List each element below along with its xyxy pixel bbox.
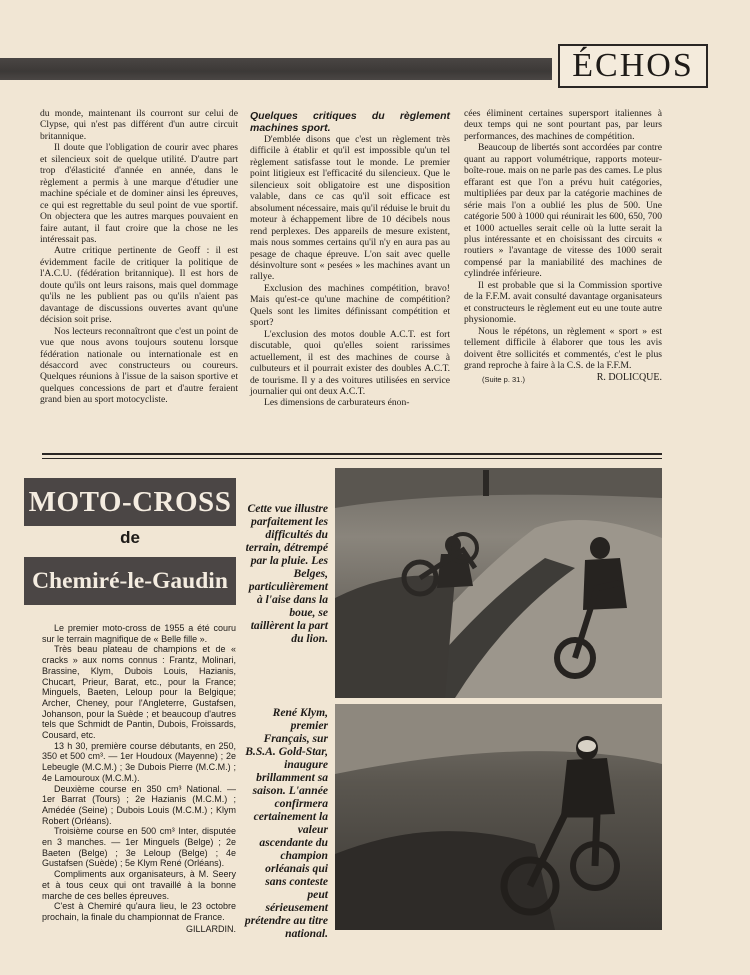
section-title-box xyxy=(558,44,708,88)
paragraph: C'est à Chemiré qu'aura lieu, le 23 octobre prochain, la finale du championnat de France. xyxy=(42,901,236,922)
byline xyxy=(464,372,662,383)
paragraph: Compliments aux organisateurs, à M. Seery et à tous ceux qui ont travaillé à la bonne marche de ces belles épreuves. xyxy=(42,869,236,901)
paragraph: L'exclusion des motos double A.C.T. est fort discutable, quoi qu'elles soient rarissimes actuellement, il est des machines de course à culbuteurs et il pourrait exister des doubles A.C.T. de tourisme. Il y a des voitures utilisées en service journalier qui ont deux A.C.T. xyxy=(250,328,450,397)
motocross-photo-mud xyxy=(335,468,662,698)
paragraph: Nous le répétons, un règlement « sport » est tellement difficile à élaborer que tous les avis doivent être sollicités et commentés, c'est le plus grand reproche à faire à la C.S. de la F.F.M. xyxy=(464,325,662,371)
article-column-2 xyxy=(250,110,450,409)
article-title-line-1: MOTO-CROSS xyxy=(24,478,236,526)
photo-illustration-2 xyxy=(335,704,662,930)
author-signature: R. DOLICQUE. xyxy=(596,372,662,384)
motocross-photo-klym xyxy=(335,704,662,930)
paragraph: Les dimensions de carburateurs énon- xyxy=(264,397,410,409)
paragraph: du monde, maintenant ils courront sur celui de Clypse, qui n'est pas différent d'un autre circuit britannique. xyxy=(40,108,238,142)
paragraph: Très beau plateau de champions et de « cracks » aux noms connus : Frantz, Molinari, Brassine, Klym, Dubois Louis, Hazianis, Chucart, Prieur, Barat, etc., pour la France; Minguels, Baeten, Leloup pour la Belgique; Archer, Cheney, pour l'Angleterre, Gustafsen, Johanson, pour la Suède ; et beaucoup d'autres tels que Schmidt de Pantin, Dubois, Froissards, Cousard, etc. xyxy=(42,644,236,741)
section-divider xyxy=(42,453,662,455)
paragraph: cées éliminent certaines supersport italiennes à deux temps qui ne sont pourtant pas, par leurs performances, des machines de compétition. xyxy=(464,108,662,142)
paragraph: Le premier moto-cross de 1955 a été couru sur le terrain magnifique de « Belle fille ». xyxy=(42,623,236,644)
paragraph: Il doute que l'obligation de courir avec phares et silencieux soit de quelque utilité. D'autre part trop d'élasticité d'année en année, dans le règlement a permis à une marque d'étudier une machine spéciale et de dominer ainsi les épreuves, ce qui est regrettable du seul point de vue sportif. On objectera que les autres marques pouvaient en faire autant, il faut croire que la chose ne les intéressait pas. xyxy=(40,142,238,245)
article-column-3 xyxy=(464,108,662,386)
section-divider-thin xyxy=(42,458,662,459)
author-signature: GILLARDIN. xyxy=(185,923,236,934)
paragraph: Troisième course en 500 cm³ Inter, disputée en 3 manches. — 1er Minguels (Belge) ; 2e Baeten (Belge) ; 3e Leloup (Belge) ; 4e Gustafsen (Suède) ; 5e Klym René (Orléans). xyxy=(42,826,236,869)
paragraph: Autre critique pertinente de Geoff : il est évidemment facile de critiquer la politique de l'A.C.U. (fédération britannique). Il est hors de doute qu'ils ont leurs raisons, mais quel dommage qu'ils ne les publient pas ou qu'ils n'aient pas davantage de discussions ouvertes avant qu'une décision soit prise. xyxy=(40,245,238,326)
photo-caption-1: Cette vue illustre parfaitement les difficultés du terrain, détrempé par la pluie. Les Belges, particulièrement à l'aise dans la boue, se taillèrent la part du lion. xyxy=(245,502,328,645)
section-title: ÉCHOS xyxy=(572,47,694,84)
subsection-heading: Quelques critiques du règlement machines sport. xyxy=(250,110,450,134)
paragraph: Deuxième course en 350 cm³ National. — 1er Barrat (Tours) ; 2e Hazianis (M.C.M.) ; Amédée (Seine) ; Dubois Louis (M.C.M.) ; Klym Robert (Orléans). xyxy=(42,783,236,826)
paragraph: Beaucoup de libertés sont accordées par contre quant au rapport volumétrique, rapports moteur-boîte-roue. mais on ne parle pas des cames. Le plus effarant est que l'on a prévu huit catégories, multipliées par deux par la catégorie machines de série mais l'on a oublié les plus de 500. Une catégorie 500 à 1000 qui réunirait les 600, 650, 700 et 1000 actuelles serait celle où la lutte serait la plus intéressante et en choisissant des circuits « routiers » l'avantage de vitesse des 1000 serait compensé par la maniabilité des machines de cylindrée inférieure. xyxy=(464,142,662,280)
paragraph: Nos lecteurs reconnaîtront que c'est un point de vue que nous avons toujours soutenu lorsque fédération nationale ou internationale est en désaccord avec constructeurs ou coureurs. Quelques réunions à l'issue de la saison sportive et quelques concessions de part et d'autre feraient grand bien au sport motocycliste. xyxy=(40,325,238,406)
article-title-line-2: de xyxy=(120,528,140,547)
header-banner-bar xyxy=(0,58,552,80)
paragraph: Exclusion des machines compétition, bravo! Mais qu'est-ce qu'une machine de compétition? Quels sont les limites définissant compétition et sport? xyxy=(250,282,450,329)
paragraph: D'emblée disons que c'est un règlement très difficile à établir et qu'il est impossible qu'un tel règlement satisfasse tout le monde. Le premier point litigieux est l'efficacité du silencieux. Que le silencieux soit obligatoire est une disposition valable, dans ce cas qu'il soit efficace est absolument nécessaire, mais qu'il réduise le bruit du moteur à échappement libre de 10 décibels nous rend perplexes. Des appareils de mesure existent, mais nous sommes certains qu'il n'y en aura pas au pesage de chaque épreuve. L'on sait avec quelle désinvolture sont « pesées » les machines avant un rallye. xyxy=(250,134,450,283)
article-title-line-3: Chemiré-le-Gaudin xyxy=(24,557,236,605)
photo-caption-2: René Klym, premier Français, sur B.S.A. Gold-Star, inaugure brillamment sa saison. L'année confirmera certainement la valeur ascendante du champion orléanais qui sans conteste peut sérieusement prétendre au titre national. xyxy=(244,706,328,940)
photo-illustration-1 xyxy=(335,468,662,698)
article-column-1 xyxy=(40,108,238,406)
paragraph: 13 h 30, première course débutants, en 250, 350 et 500 cm³. — 1er Houdoux (Mayenne) ; 2e Lebeugle (M.C.M.) ; 3e Dubois Pierre (M.C.M.) ; 4e Lamouroux (M.C.M.). xyxy=(42,740,236,783)
paragraph: Il est probable que si la Commission sportive de la F.F.M. avait consulté davantage organisateurs et constructeurs le règlement eut eu une toute autre physionomie. xyxy=(464,279,662,326)
continued-note: (Suite p. 31.) xyxy=(482,375,525,385)
motocross-article-body xyxy=(42,623,236,934)
